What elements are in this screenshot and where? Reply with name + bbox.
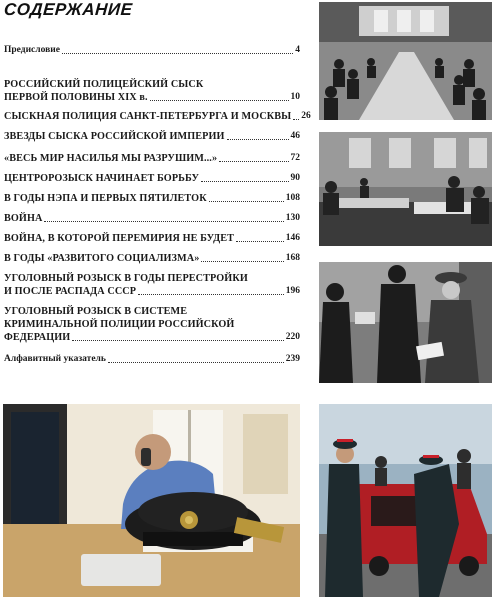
toc-page-number: 168	[285, 253, 300, 263]
toc-leader-dots	[227, 139, 289, 140]
toc-leader-dots	[72, 340, 283, 341]
toc-leader-dots	[209, 201, 284, 202]
toc-leader-dots	[150, 100, 289, 101]
toc-leader-dots	[201, 261, 283, 262]
toc-page-number: 4	[295, 45, 300, 55]
toc-leader-dots	[138, 294, 284, 295]
toc-page-number: 90	[290, 173, 300, 183]
toc-page-number: 196	[285, 286, 300, 296]
toc-entry-label: КРИМИНАЛЬНОЙ ПОЛИЦИИ РОССИЙСКОЙ	[4, 319, 235, 330]
toc-leader-dots	[62, 53, 293, 54]
toc-entry-chapter-3[interactable]	[4, 130, 300, 143]
toc-page-number: 220	[285, 332, 300, 342]
toc-entry-chapter-2[interactable]	[4, 110, 311, 123]
toc-page-number: 108	[285, 193, 300, 203]
toc-page-number: 26	[301, 111, 311, 121]
page-title: СОДЕРЖАНИЕ	[3, 0, 134, 19]
toc-entry-label: ЗВЕЗДЫ СЫСКА РОССИЙСКОЙ ИМПЕРИИ	[4, 131, 225, 142]
toc-entry-chapter-11[interactable]	[4, 305, 300, 344]
toc-leader-dots	[201, 181, 288, 182]
toc-entry-chapter-9[interactable]	[4, 252, 300, 265]
toc-entry-chapter-4[interactable]	[4, 152, 300, 165]
photo-office-desks	[319, 132, 492, 246]
toc-entry-label: УГОЛОВНЫЙ РОЗЫСК В ГОДЫ ПЕРЕСТРОЙКИ	[4, 273, 248, 284]
toc-entry-label: Предисловие	[4, 45, 60, 55]
toc-entry-chapter-6[interactable]	[4, 192, 300, 205]
toc-entry-label: ВОЙНА	[4, 213, 43, 224]
toc-leader-dots	[236, 241, 284, 242]
toc-page-number: 46	[290, 131, 300, 141]
toc-entry-index[interactable]	[4, 353, 300, 366]
toc-entry-label: В ГОДЫ НЭПА И ПЕРВЫХ ПЯТИЛЕТОК	[4, 193, 207, 204]
toc-entry-label: ЦЕНТРОРОЗЫСК НАЧИНАЕТ БОРЬБУ	[4, 173, 200, 184]
photo-meeting-hall	[319, 2, 492, 120]
photo-officers-documents	[319, 262, 492, 383]
toc-entry-chapter-1[interactable]	[4, 78, 300, 104]
toc-entry-chapter-7[interactable]	[4, 212, 300, 225]
toc-page-number: 130	[285, 213, 300, 223]
toc-entry-label: Алфавитный указатель	[4, 354, 106, 364]
toc-entry-label: СЫСКНАЯ ПОЛИЦИЯ САНКТ-ПЕТЕРБУРГА И МОСКВЫ	[4, 111, 292, 122]
photo-car-inspection	[319, 404, 492, 597]
toc-entry-preface[interactable]	[4, 44, 300, 57]
toc-entry-label: И ПОСЛЕ РАСПАДА СССР	[4, 286, 137, 297]
toc-leader-dots	[293, 119, 299, 120]
toc-page-number: 146	[285, 233, 300, 243]
toc-page-number: 10	[290, 92, 300, 102]
toc-entry-label: В ГОДЫ «РАЗВИТОГО СОЦИАЛИЗМА»	[4, 253, 200, 264]
toc-leader-dots	[108, 362, 284, 363]
photo-detective-phone	[3, 404, 300, 597]
toc-entry-label: УГОЛОВНЫЙ РОЗЫСК В СИСТЕМЕ	[4, 306, 188, 317]
toc-leader-dots	[219, 161, 288, 162]
toc-entry-chapter-10[interactable]	[4, 272, 300, 298]
toc-entry-chapter-8[interactable]	[4, 232, 300, 245]
toc-leader-dots	[44, 221, 283, 222]
toc-entry-label: «ВЕСЬ МИР НАСИЛЬЯ МЫ РАЗРУШИМ...»	[4, 153, 218, 164]
toc-page-number: 239	[285, 354, 300, 364]
toc-entry-label: ПЕРВОЙ ПОЛОВИНЫ XIX в.	[4, 92, 148, 103]
toc-entry-chapter-5[interactable]	[4, 172, 300, 185]
toc-entry-label: РОССИЙСКИЙ ПОЛИЦЕЙСКИЙ СЫСК	[4, 79, 204, 90]
toc-entry-label: ФЕДЕРАЦИИ	[4, 332, 71, 343]
toc-entry-label: ВОЙНА, В КОТОРОЙ ПЕРЕМИРИЯ НЕ БУДЕТ	[4, 233, 235, 244]
toc-page-number: 72	[290, 153, 300, 163]
